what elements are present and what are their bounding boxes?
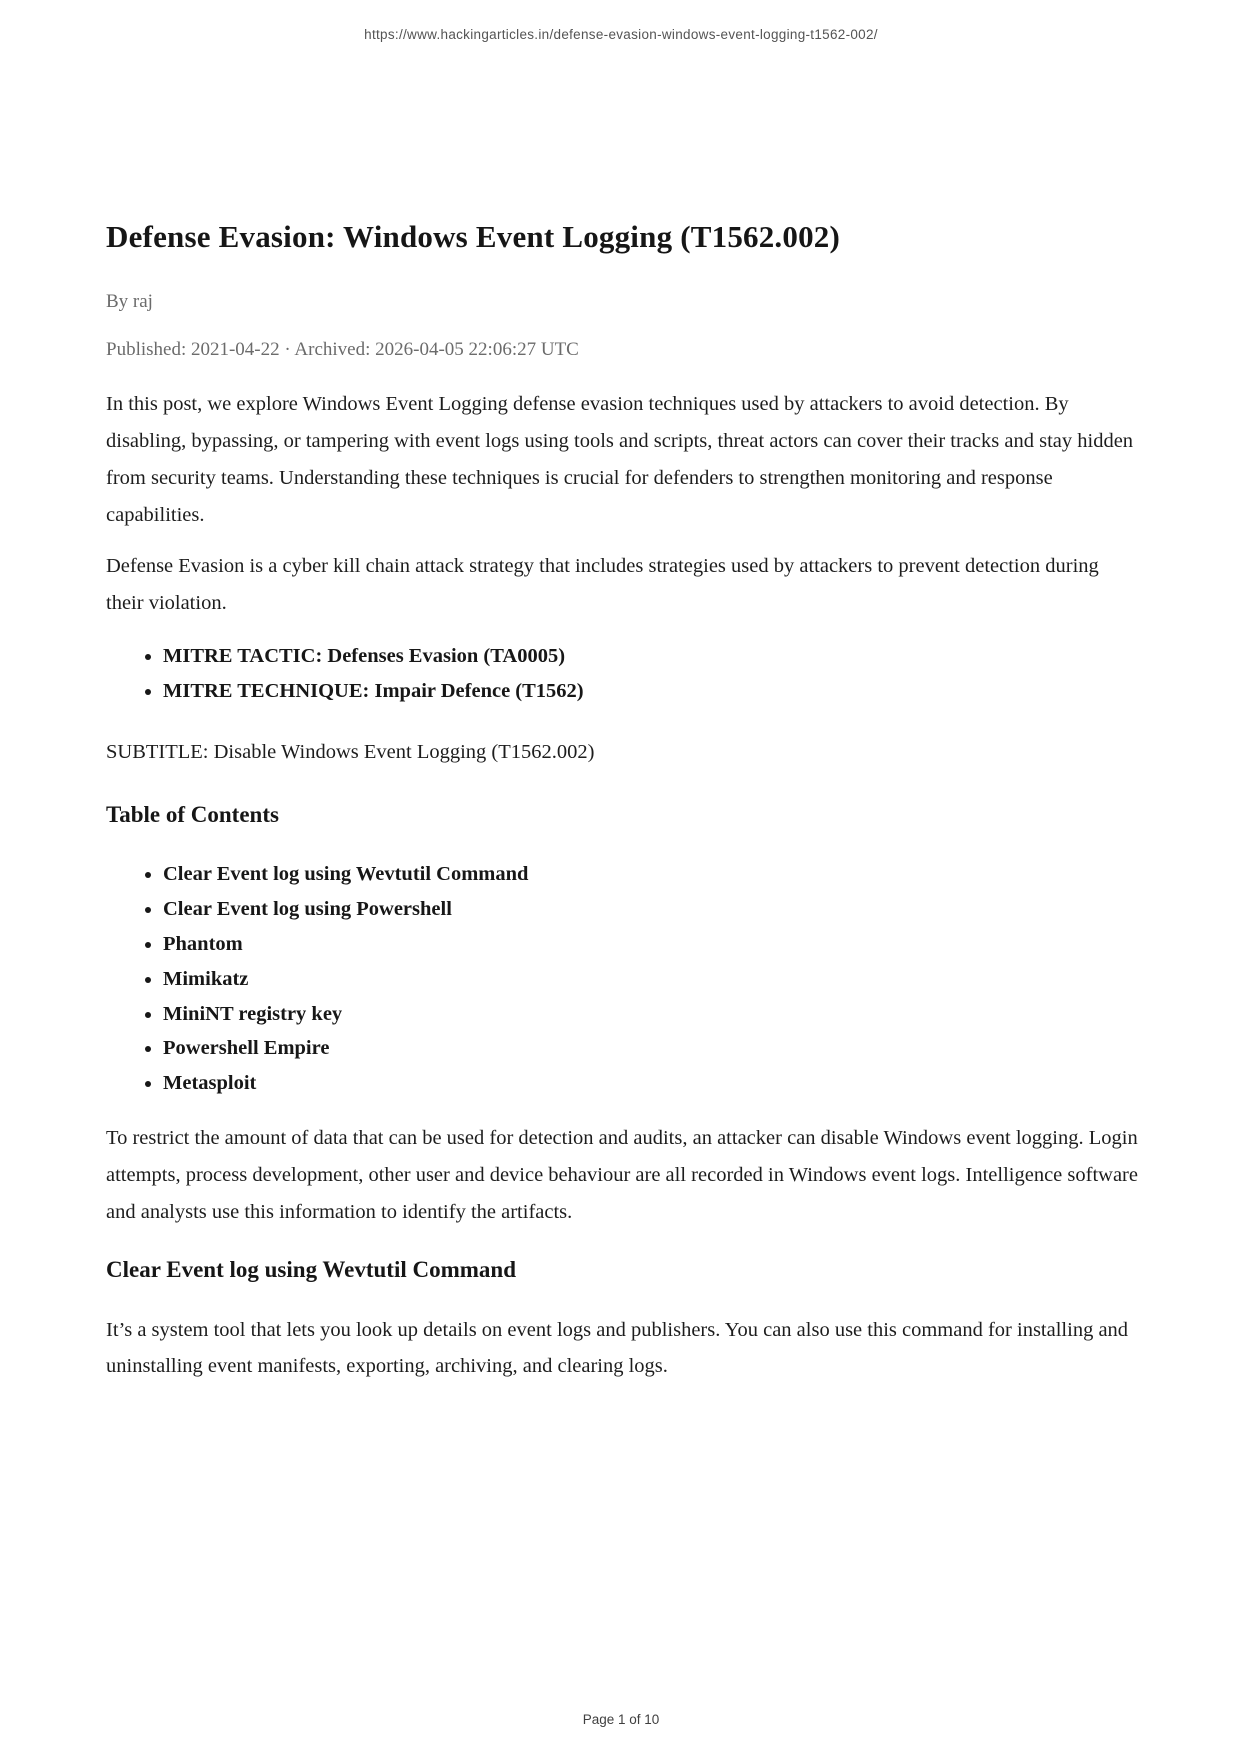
toc-item-empire: • Powershell Empire (163, 1031, 1138, 1066)
section-paragraph: It’s a system tool that lets you look up details on event logs and publishers. You can also use this command for installing and uninstalling event manifests, exporting, archiving, and clearing logs. (106, 1318, 1129, 1377)
toc-list (106, 857, 1138, 1101)
section-heading-wevtutil: Clear Event log using Wevtutil Command (106, 1257, 516, 1283)
toc-item-wevtutil: • Clear Event log using Wevtutil Command (163, 857, 1138, 892)
mitre-list (106, 639, 1138, 709)
toc-heading: Table of Contents (106, 801, 279, 827)
published-archived-meta: Published: 2021-04-22 · Archived: 2026-04-05 22:06:27 UTC (106, 339, 579, 361)
restrict-paragraph: To restrict the amount of data that can be used for detection and audits, an attacker can disable Windows event logging. Login attempts, process development, other user and device behaviour are all recorded in Windows event logs. Intelligence software and analysts use this information to identify the artifacts. (106, 1127, 1138, 1224)
toc-item-powershell: • Clear Event log using Powershell (163, 892, 1138, 927)
subtitle-line: SUBTITLE: Disable Windows Event Logging (T1562.002) (106, 740, 595, 763)
page-title: Defense Evasion: Windows Event Logging (T1562.002) (106, 219, 840, 254)
list-item: • MITRE TACTIC: Defenses Evasion (TA0005) (163, 639, 1138, 674)
toc-item-metasploit: • Metasploit (163, 1066, 1138, 1101)
toc-item-phantom: • Phantom (163, 927, 1138, 962)
toc-item-mimikatz: • Mimikatz (163, 962, 1138, 997)
page-number-footer: Page 1 of 10 (582, 1712, 660, 1727)
toc-item-minint: • MiniNT registry key (163, 997, 1138, 1032)
author-byline: By raj (106, 291, 153, 313)
intro-paragraph-2: Defense Evasion is a cyber kill chain attack strategy that includes strategies used by attackers to prevent detection during their violation. (106, 554, 1099, 614)
article-content (106, 0, 1138, 1384)
source-url: https://www.hackingarticles.in/defense-evasion-windows-event-logging-t1562-002/ (364, 27, 878, 42)
list-item: • MITRE TECHNIQUE: Impair Defence (T1562) (163, 674, 1138, 709)
intro-paragraph-1: In this post, we explore Windows Event Logging defense evasion techniques used by attackers to avoid detection. By disabling, bypassing, or tampering with event logs using tools and scripts, threat actors can cover their tracks and stay hidden from security teams. Understanding these techniques is crucial for defenders to strengthen monitoring and response capabilities. (106, 392, 1134, 526)
